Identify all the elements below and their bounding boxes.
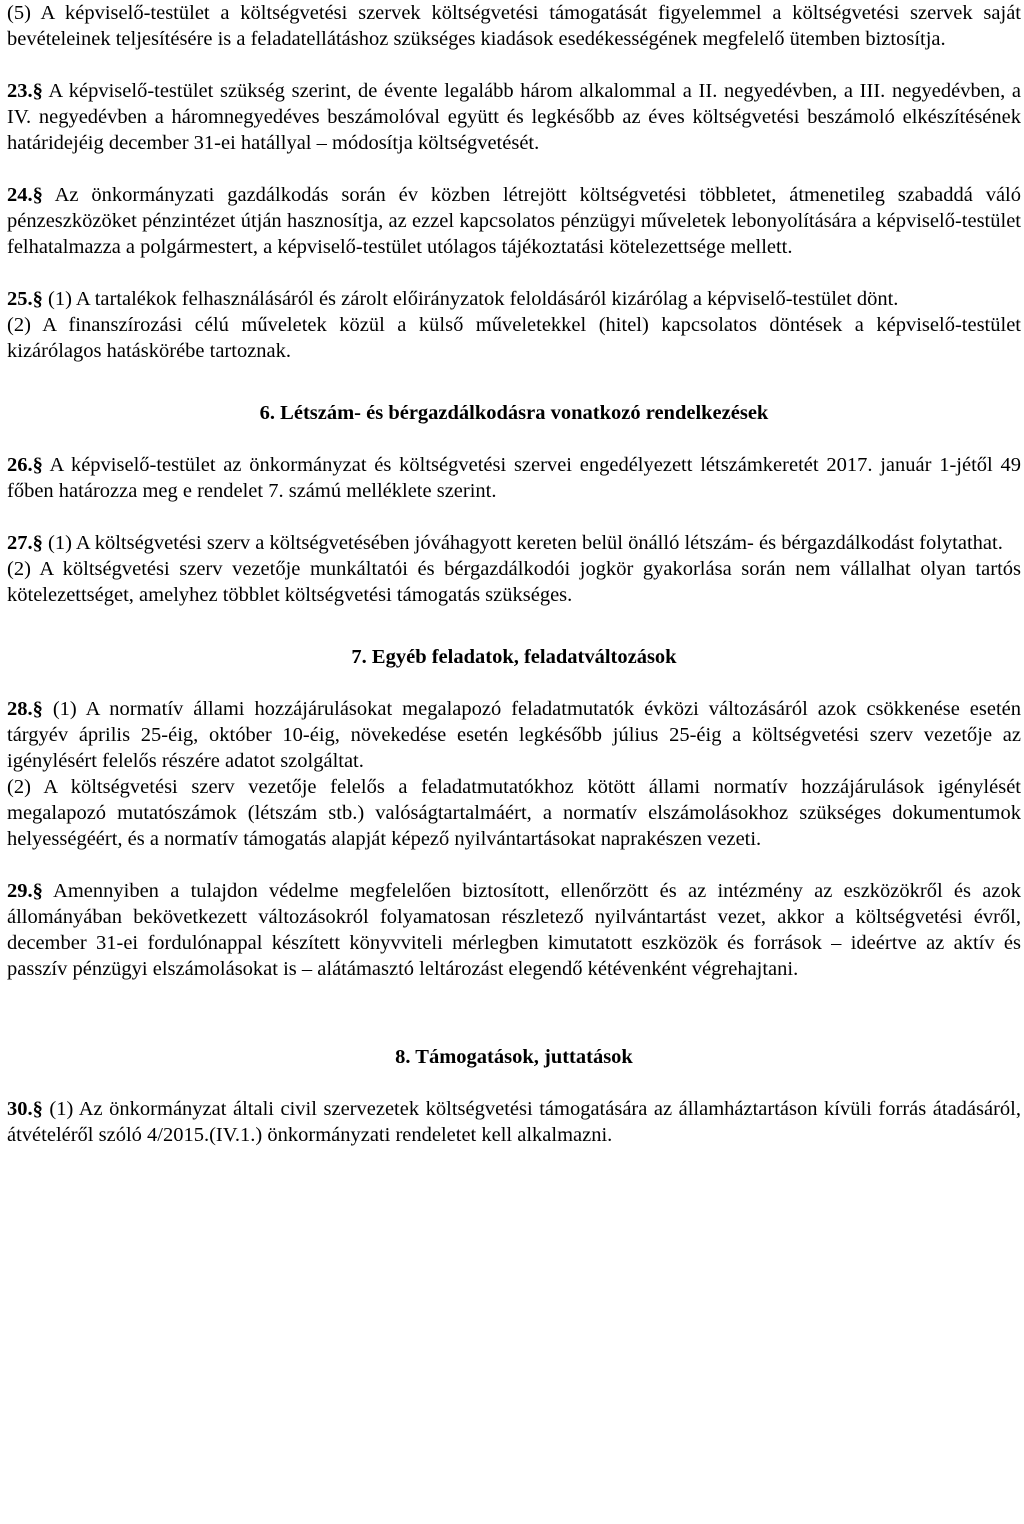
section-30-1 xyxy=(7,1096,1021,1148)
section-29 xyxy=(7,878,1021,982)
section-text: (1) A normatív állami hozzájárulásokat megalapozó feladatmutatók évközi változásáról azok csökkenése esetén tárgyév április 25-éig, október 10-éig, növekedése esetén legkésőbb július 25-éig a költségvetési szerv vezetője az igénylésért felelős részére adatot szolgáltat. xyxy=(7,698,1021,772)
document-page xyxy=(7,0,1021,1148)
section-text: (1) A költségvetési szerv a költségvetésében jóváhagyott kereten belül önálló létszám- és bérgazdálkodást folytathat. xyxy=(42,532,1003,554)
section-number: 30.§ xyxy=(7,1098,43,1120)
section-25-2 xyxy=(7,312,1021,364)
section-text: Amennyiben a tulajdon védelme megfelelően biztosított, ellenőrzött és az intézmény az eszközökről és azok állományában bekövetkezett változásokról folyamatosan részletező nyilvántartást vezet, akkor a költségvetési évről, december 31-ei fordulónappal készített könyvviteli mérlegben kimutatott eszközök és források – ideértve az aktív és passzív pénzügyi elszámolásokat is – alátámasztó leltározást elegendő kétévenként végrehajtani. xyxy=(7,880,1021,980)
section-number: 29.§ xyxy=(7,880,43,902)
section-number: 26.§ xyxy=(7,454,43,476)
section-number: 24.§ xyxy=(7,184,43,206)
section-text: (2) A finanszírozási célú műveletek közül a külső műveletekkel (hitel) kapcsolatos döntések a képviselő-testület kizárólagos hatáskörébe tartoznak. xyxy=(7,314,1021,362)
chapter-heading-6: 6. Létszám- és bérgazdálkodásra vonatkozó rendelkezések xyxy=(259,402,769,424)
section-number: 25.§ xyxy=(7,288,43,310)
paragraph-text: (5) A képviselő-testület a költségvetési szervek költségvetési támogatását figyelemmel a költségvetési szervek saját bevételeinek teljesítésére is a feladatellátáshoz szükséges kiadások esedékességének megfelelő ütemben biztosítja. xyxy=(7,2,1021,50)
section-27-1 xyxy=(7,530,1021,556)
chapter-heading-7: 7. Egyéb feladatok, feladatváltozások xyxy=(351,646,677,668)
section-text: (1) A tartalékok felhasználásáról és zárolt előirányzatok feloldásáról kizárólag a képviselő-testület dönt. xyxy=(42,288,899,310)
section-number: 28.§ xyxy=(7,698,43,720)
section-text: A képviselő-testület szükség szerint, de évente legalább három alkalommal a II. negyedévben, a III. negyedévben, a IV. negyedévben a háromnegyedéves beszámolóval együtt és legkésőbb az éves költségvetési beszámoló elkészítésének határidejéig december 31-ei hatállyal – módosítja költségvetését. xyxy=(7,80,1021,154)
paragraph-22-5 xyxy=(7,0,1021,52)
section-number: 23.§ xyxy=(7,80,43,102)
section-text: A képviselő-testület az önkormányzat és költségvetési szervei engedélyezett létszámkeretét 2017. január 1-jétől 49 főben határozza meg e rendelet 7. számú melléklete szerint. xyxy=(7,454,1021,502)
chapter-heading-8: 8. Támogatások, juttatások xyxy=(395,1046,633,1068)
section-23 xyxy=(7,78,1021,156)
section-text: (2) A költségvetési szerv vezetője munkáltatói és bérgazdálkodói jogkör gyakorlása során nem vállalhat olyan tartós kötelezettséget, amelyhez többlet költségvetési támogatás szükséges. xyxy=(7,558,1021,606)
section-27-2 xyxy=(7,556,1021,608)
section-28-1 xyxy=(7,696,1021,774)
section-28-2 xyxy=(7,774,1021,852)
section-26 xyxy=(7,452,1021,504)
section-text: (2) A költségvetési szerv vezetője felelős a feladatmutatókhoz kötött állami normatív hozzájárulások igénylését megalapozó mutatószámok (létszám stb.) valóságtartalmáért, a normatív elszámolásokhoz szükséges dokumentumok helyességéért, és a normatív támogatás alapját képező nyilvántartásokat naprakészen vezeti. xyxy=(7,776,1021,850)
section-text: Az önkormányzati gazdálkodás során év közben létrejött költségvetési többletet, átmenetileg szabaddá váló pénzeszközöket pénzintézet útján hasznosítja, az ezzel kapcsolatos pénzügyi műveletek lebonyolítására a képviselő-testület felhatalmazza a polgármestert, a képviselő-testület utólagos tájékoztatási kötelezettsége mellett. xyxy=(7,184,1021,258)
section-text: (1) Az önkormányzat általi civil szervezetek költségvetési támogatására az államháztartáson kívüli forrás átadásáról, átvételéről szóló 4/2015.(IV.1.) önkormányzati rendeletet kell alkalmazni. xyxy=(7,1098,1021,1146)
section-25-1 xyxy=(7,286,1021,312)
section-number: 27.§ xyxy=(7,532,43,554)
section-24 xyxy=(7,182,1021,260)
